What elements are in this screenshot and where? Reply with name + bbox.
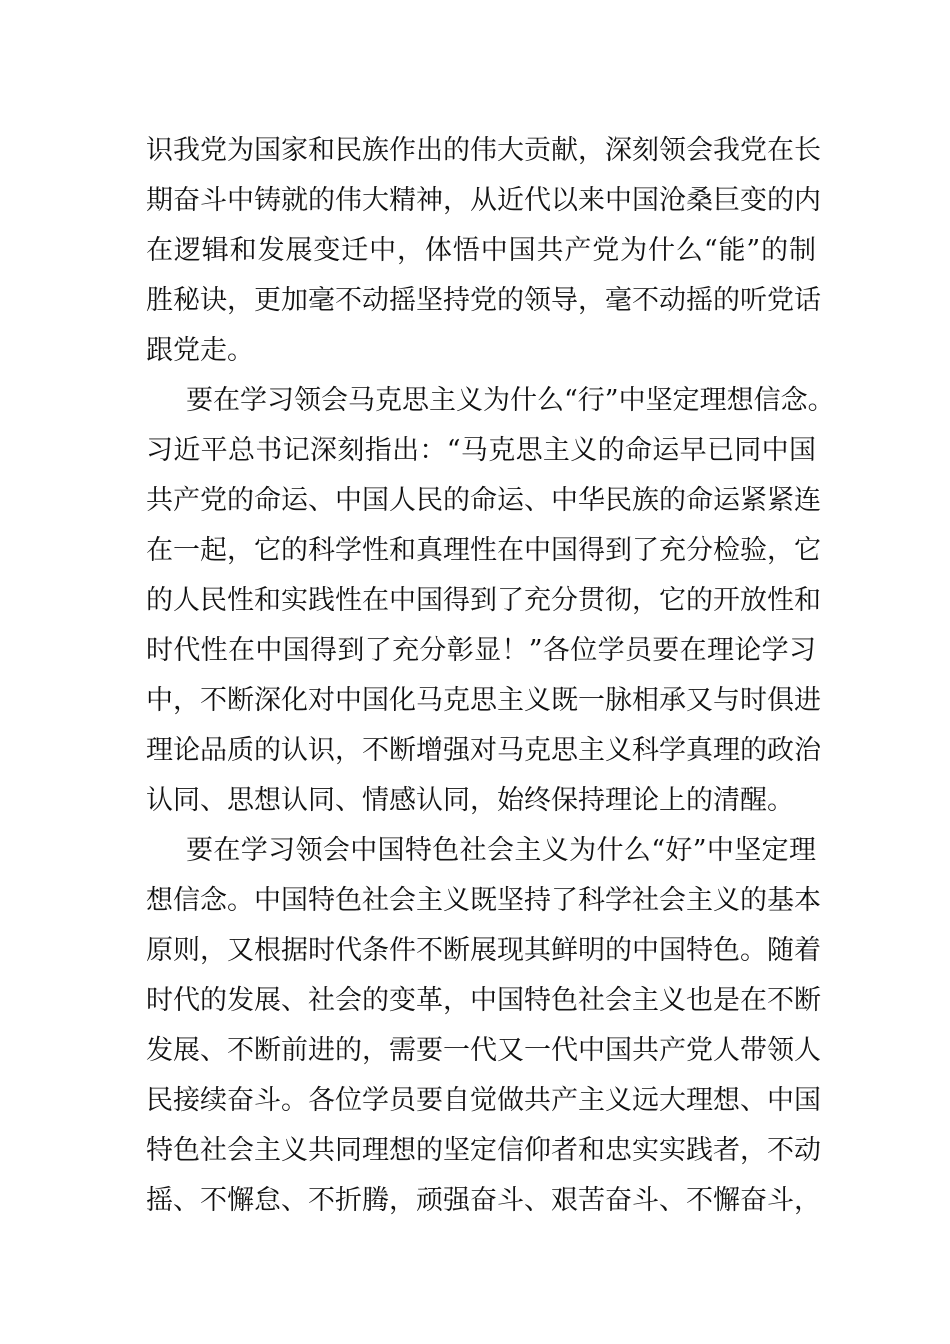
- text-line: 胜秘诀，更加毫不动摇坚持党的领导，毫不动摇的听党话: [146, 285, 821, 316]
- text-line: 在逻辑和发展变迁中，体悟中国共产党为什么“能”的制: [146, 235, 816, 266]
- text-line: 识我党为国家和民族作出的伟大贡献，深刻领会我党在长: [146, 135, 821, 166]
- text-line: 原则，又根据时代条件不断展现其鲜明的中国特色。随着: [146, 935, 821, 966]
- text-line: 期奋斗中铸就的伟大精神，从近代以来中国沧桑巨变的内: [146, 185, 821, 216]
- text-line: 摇、不懈怠、不折腾，顽强奋斗、艰苦奋斗、不懈奋斗，: [146, 1185, 821, 1216]
- text-line: 民接续奋斗。各位学员要自觉做共产主义远大理想、中国: [146, 1085, 821, 1116]
- text-line: 时代性在中国得到了充分彰显！”各位学员要在理论学习: [146, 635, 816, 666]
- text-line: 要在学习领会马克思主义为什么“行”中坚定理想信念。: [186, 385, 835, 416]
- text-line: 理论品质的认识，不断增强对马克思主义科学真理的政治: [146, 735, 821, 766]
- text-line: 认同、思想认同、情感认同，始终保持理论上的清醒。: [146, 785, 794, 816]
- text-line: 共产党的命运、中国人民的命运、中华民族的命运紧紧连: [146, 485, 821, 516]
- text-line: 要在学习领会中国特色社会主义为什么“好”中坚定理: [186, 835, 816, 866]
- text-line: 习近平总书记深刻指出：“马克思主义的命运早已同中国: [146, 435, 816, 466]
- text-line: 中，不断深化对中国化马克思主义既一脉相承又与时俱进: [146, 685, 821, 716]
- text-line: 在一起，它的科学性和真理性在中国得到了充分检验，它: [146, 535, 821, 566]
- text-line: 时代的发展、社会的变革，中国特色社会主义也是在不断: [146, 985, 821, 1016]
- text-line: 跟党走。: [146, 335, 254, 366]
- text-line: 发展、不断前进的，需要一代又一代中国共产党人带领人: [146, 1035, 821, 1066]
- text-line: 的人民性和实践性在中国得到了充分贯彻，它的开放性和: [146, 585, 821, 616]
- text-line: 想信念。中国特色社会主义既坚持了科学社会主义的基本: [146, 885, 821, 916]
- text-line: 特色社会主义共同理想的坚定信仰者和忠实实践者，不动: [146, 1135, 821, 1166]
